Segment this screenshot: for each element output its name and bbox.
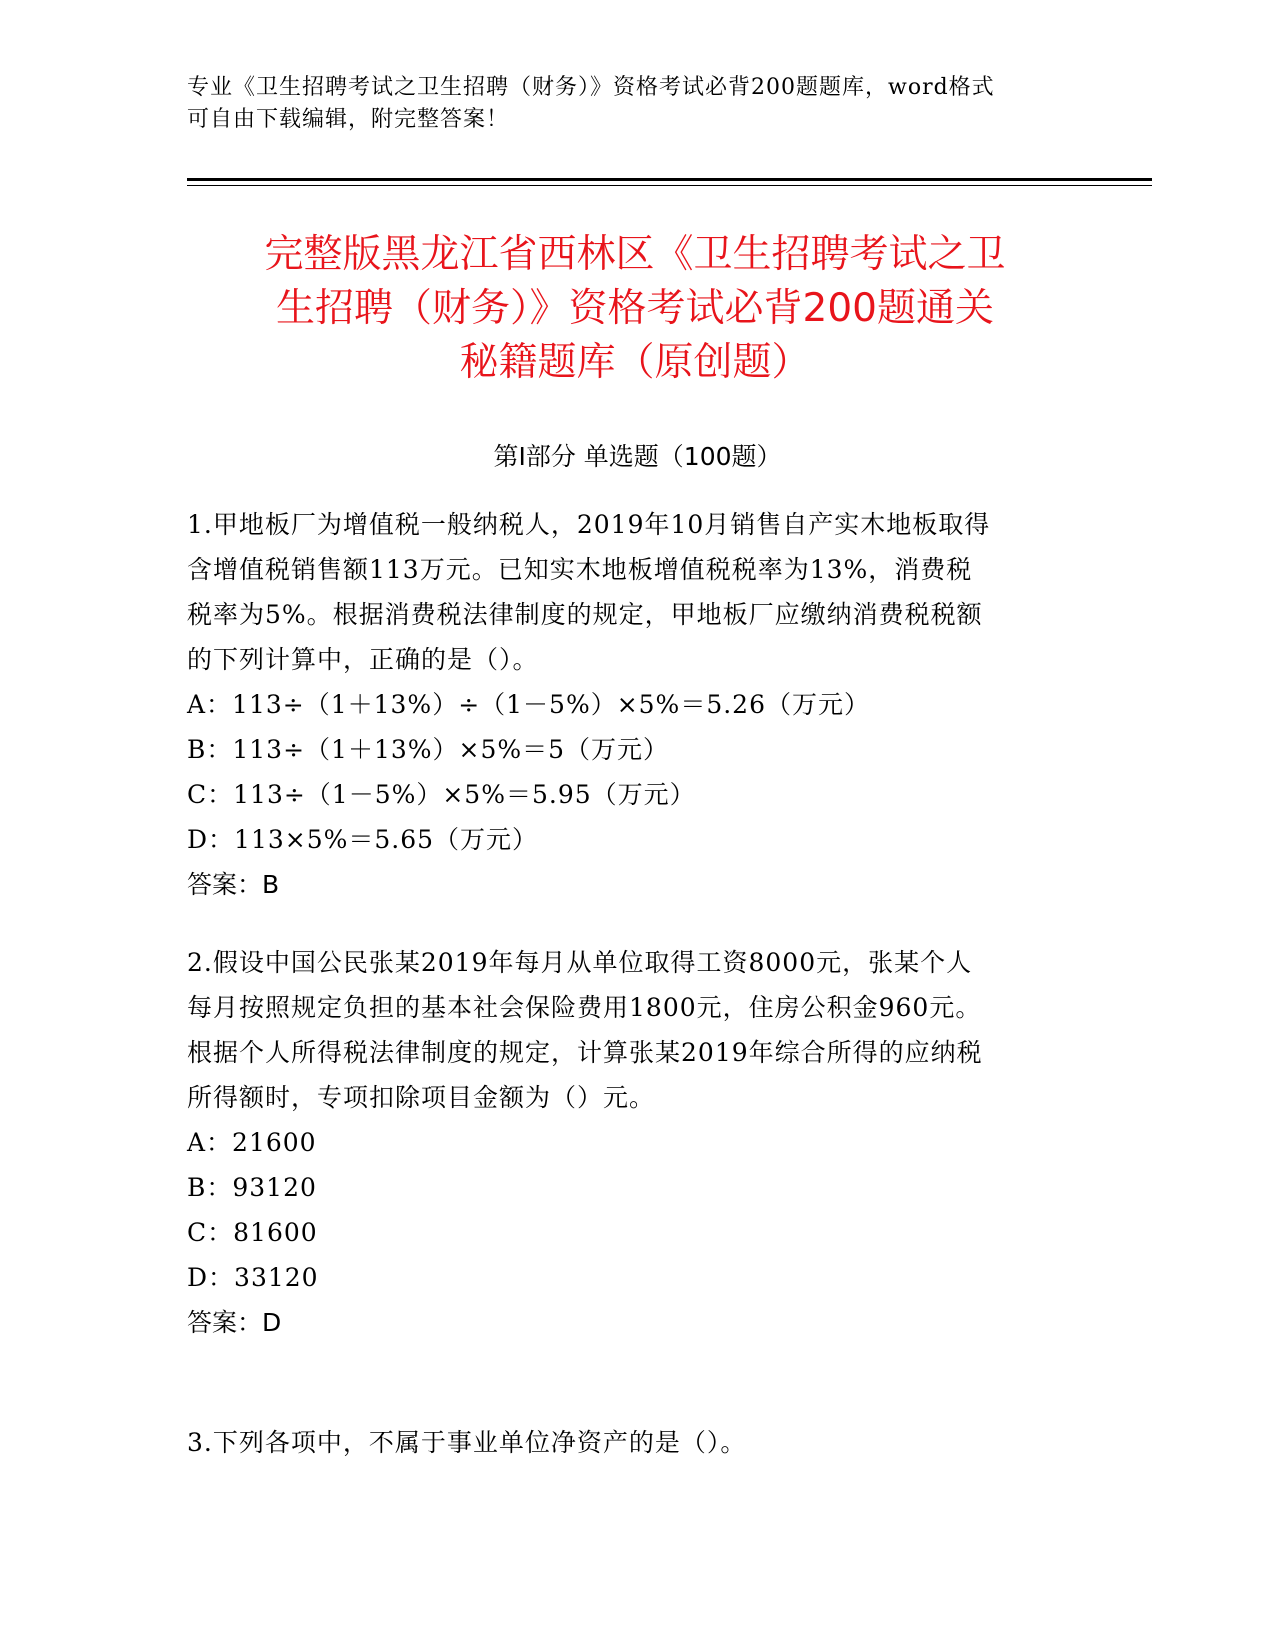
header-note-line: 专业《卫生招聘考试之卫生招聘（财务）》资格考试必背200题题库，word格式: [187, 75, 995, 100]
document-title-line: 生招聘（财务）》资格考试必背200题通关: [276, 286, 994, 331]
option-a: A：21600: [187, 1128, 317, 1157]
answer-label: 答案：B: [187, 870, 280, 899]
option-b: B：93120: [187, 1173, 317, 1202]
question-stem-line: 税率为5%。根据消费税法律制度的规定，甲地板厂应缴纳消费税税额: [187, 600, 983, 629]
option-c: C：113÷（1－5%）×5%＝5.95（万元）: [187, 780, 696, 809]
answer-label: 答案：D: [187, 1308, 282, 1337]
option-c: C：81600: [187, 1218, 318, 1247]
question-stem-line: 所得额时，专项扣除项目金额为（）元。: [187, 1083, 656, 1112]
option-d: D：113×5%＝5.65（万元）: [187, 825, 539, 854]
question-stem-line: 1.甲地板厂为增值税一般纳税人，2019年10月销售自产实木地板取得: [187, 510, 991, 539]
document-title-line: 完整版黑龙江省西林区《卫生招聘考试之卫: [264, 232, 1006, 277]
document-title: [150, 228, 1120, 390]
question-2: [187, 940, 1087, 1345]
question-stem-line: 根据个人所得税法律制度的规定，计算张某2019年综合所得的应纳税: [187, 1038, 983, 1067]
header-note-line: 可自由下载编辑，附完整答案！: [187, 107, 510, 132]
header-rule-thick: [187, 178, 1152, 181]
section-heading: 第Ⅰ部分 单选题（100题）: [493, 442, 782, 471]
question-stem-line: 含增值税销售额113万元。已知实木地板增值税税率为13%，消费税: [187, 555, 973, 584]
option-a: A：113÷（1＋13%）÷（1－5%）×5%＝5.26（万元）: [187, 690, 870, 719]
question-3: [187, 1420, 1087, 1465]
question-stem-line: 2.假设中国公民张某2019年每月从单位取得工资8000元，张某个人: [187, 948, 973, 977]
header-note: [187, 72, 1067, 136]
header-rule-thin: [187, 185, 1152, 186]
question-stem-line: 3.下列各项中，不属于事业单位净资产的是（）。: [187, 1428, 747, 1457]
question-stem-line: 每月按照规定负担的基本社会保险费用1800元，住房公积金960元。: [187, 993, 982, 1022]
option-d: D：33120: [187, 1263, 319, 1292]
document-title-line: 秘籍题库（原创题）: [459, 340, 811, 385]
question-1: [187, 502, 1087, 907]
question-stem-line: 的下列计算中，正确的是（）。: [187, 645, 539, 674]
option-b: B：113÷（1＋13%）×5%＝5（万元）: [187, 735, 670, 764]
